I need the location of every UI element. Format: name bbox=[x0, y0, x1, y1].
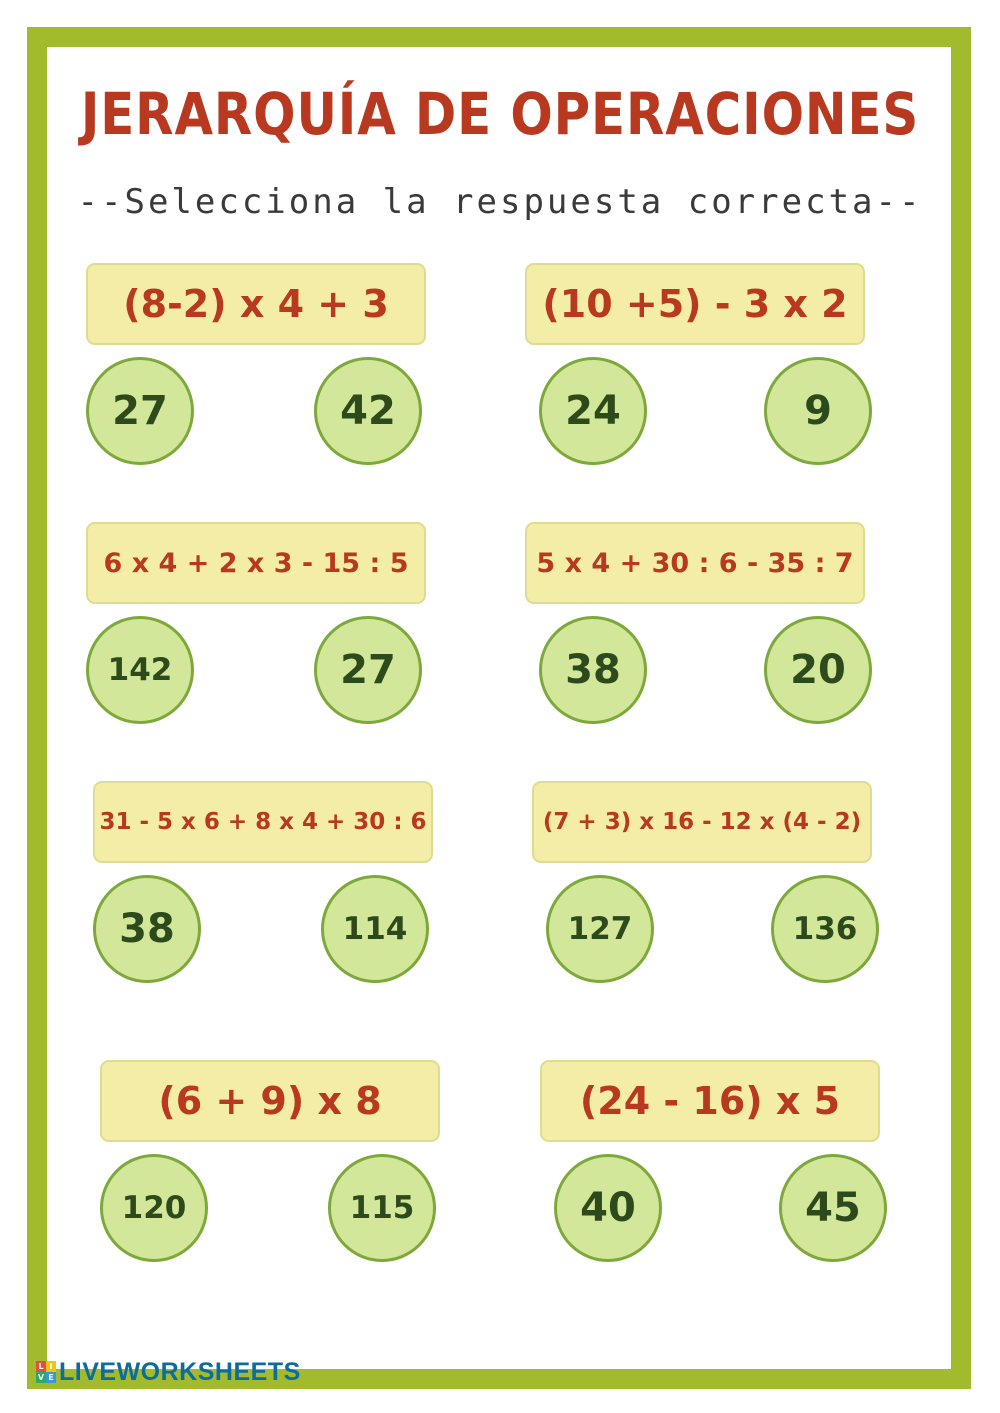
answer-option[interactable]: 9 bbox=[764, 357, 872, 465]
answer-option[interactable]: 115 bbox=[328, 1154, 436, 1262]
expression-box: (10 +5) - 3 x 2 bbox=[525, 263, 865, 345]
answer-option[interactable]: 38 bbox=[539, 616, 647, 724]
worksheet-title: JERARQUÍA DE OPERACIONES bbox=[80, 80, 920, 148]
answer-option[interactable]: 20 bbox=[764, 616, 872, 724]
worksheet-instructions: --Selecciona la respuesta correcta-- bbox=[77, 182, 923, 222]
answer-option[interactable]: 24 bbox=[539, 357, 647, 465]
answer-option[interactable]: 27 bbox=[314, 616, 422, 724]
exercise-2 bbox=[525, 263, 870, 473]
expression-box: 6 x 4 + 2 x 3 - 15 : 5 bbox=[86, 522, 426, 604]
exercise-8 bbox=[540, 1060, 885, 1270]
exercise-6 bbox=[532, 781, 877, 991]
answer-option[interactable]: 42 bbox=[314, 357, 422, 465]
answer-option[interactable]: 120 bbox=[100, 1154, 208, 1262]
exercise-3 bbox=[86, 522, 431, 732]
answer-option[interactable]: 38 bbox=[93, 875, 201, 983]
logo-mark-icon: L I V E bbox=[36, 1361, 56, 1383]
exercise-5 bbox=[93, 781, 438, 991]
liveworksheets-logo bbox=[36, 1358, 301, 1386]
expression-box: 5 x 4 + 30 : 6 - 35 : 7 bbox=[525, 522, 865, 604]
expression-box: (6 + 9) x 8 bbox=[100, 1060, 440, 1142]
answer-option[interactable]: 45 bbox=[779, 1154, 887, 1262]
answer-option[interactable]: 142 bbox=[86, 616, 194, 724]
answer-option[interactable]: 40 bbox=[554, 1154, 662, 1262]
expression-box: (24 - 16) x 5 bbox=[540, 1060, 880, 1142]
exercise-4 bbox=[525, 522, 870, 732]
answer-option[interactable]: 114 bbox=[321, 875, 429, 983]
answer-option[interactable]: 136 bbox=[771, 875, 879, 983]
logo-text: LIVEWORKSHEETS bbox=[59, 1357, 301, 1386]
expression-box: 31 - 5 x 6 + 8 x 4 + 30 : 6 bbox=[93, 781, 433, 863]
expression-box: (7 + 3) x 16 - 12 x (4 - 2) bbox=[532, 781, 872, 863]
answer-option[interactable]: 127 bbox=[546, 875, 654, 983]
answer-option[interactable]: 27 bbox=[86, 357, 194, 465]
exercise-1 bbox=[86, 263, 431, 473]
expression-box: (8-2) x 4 + 3 bbox=[86, 263, 426, 345]
exercise-7 bbox=[100, 1060, 445, 1270]
